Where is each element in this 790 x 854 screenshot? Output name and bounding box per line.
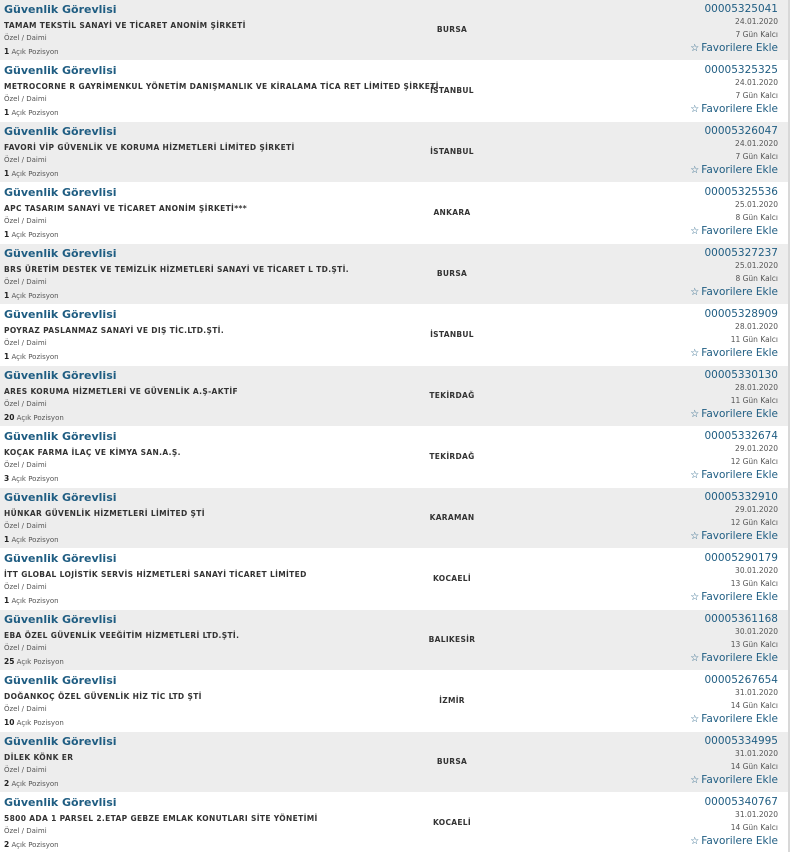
open-positions-label: Açık Pozisyon xyxy=(11,841,59,849)
days-remaining: 12 Gün Kalcı xyxy=(730,518,778,527)
job-listing-row xyxy=(0,183,790,244)
open-positions xyxy=(4,840,59,849)
open-positions xyxy=(4,596,59,605)
star-outline-icon: ☆ xyxy=(690,165,700,176)
listing-code-link[interactable]: 00005327237 xyxy=(704,247,778,259)
days-remaining: 7 Gün Kalcı xyxy=(735,30,778,39)
add-to-favorites-button[interactable] xyxy=(690,286,778,298)
employment-type: Özel / Daimi xyxy=(4,644,47,652)
open-positions-count: 1 xyxy=(4,108,10,117)
days-remaining: 7 Gün Kalcı xyxy=(735,91,778,100)
job-title-link[interactable]: Güvenlik Görevlisi xyxy=(4,613,117,626)
listing-date: 31.01.2020 xyxy=(735,688,778,697)
open-positions-count: 3 xyxy=(4,474,10,483)
listing-date: 30.01.2020 xyxy=(735,627,778,636)
city: İSTANBUL xyxy=(430,86,474,95)
days-remaining: 14 Gün Kalcı xyxy=(730,823,778,832)
open-positions xyxy=(4,657,64,666)
listing-date: 24.01.2020 xyxy=(735,17,778,26)
add-to-favorites-button[interactable] xyxy=(690,347,778,359)
city: İSTANBUL xyxy=(430,147,474,156)
add-to-favorites-button[interactable] xyxy=(690,652,778,664)
open-positions-label: Açık Pozisyon xyxy=(11,231,59,239)
city: KOCAELİ xyxy=(433,818,471,827)
open-positions-label: Açık Pozisyon xyxy=(16,658,64,666)
open-positions-count: 1 xyxy=(4,47,10,56)
company-name: DİLEK KÖNK ER xyxy=(4,753,74,762)
star-outline-icon: ☆ xyxy=(690,287,700,298)
job-title-link[interactable]: Güvenlik Görevlisi xyxy=(4,796,117,809)
open-positions-label: Açık Pozisyon xyxy=(11,475,59,483)
days-remaining: 12 Gün Kalcı xyxy=(730,457,778,466)
add-to-favorites-button[interactable] xyxy=(690,835,778,847)
city: KOCAELİ xyxy=(433,574,471,583)
job-listing-row xyxy=(0,427,790,488)
employment-type: Özel / Daimi xyxy=(4,156,47,164)
company-name: METROCORNE R GAYRİMENKUL YÖNETİM DANIŞMANLIK VE KİRALAMA TİCA RET LİMİTED ŞİRKETİ xyxy=(4,82,439,91)
listing-code-link[interactable]: 00005340767 xyxy=(704,796,778,808)
company-name: FAVORİ VİP GÜVENLİK VE KORUMA HİZMETLERİ LİMİTED ŞİRKETİ xyxy=(4,143,295,152)
employment-type: Özel / Daimi xyxy=(4,705,47,713)
job-title-link[interactable]: Güvenlik Görevlisi xyxy=(4,3,117,16)
company-name: POYRAZ PASLANMAZ SANAYİ VE DIŞ TİC.LTD.ŞTİ. xyxy=(4,326,225,335)
open-positions-label: Açık Pozisyon xyxy=(11,292,59,300)
add-to-favorites-button[interactable] xyxy=(690,408,778,420)
job-title-link[interactable]: Güvenlik Görevlisi xyxy=(4,64,117,77)
city: İZMİR xyxy=(439,696,465,705)
open-positions-count: 1 xyxy=(4,535,10,544)
city: KARAMAN xyxy=(429,513,475,522)
open-positions-label: Açık Pozisyon xyxy=(11,597,59,605)
open-positions-count: 1 xyxy=(4,596,10,605)
employment-type: Özel / Daimi xyxy=(4,522,47,530)
open-positions-count: 25 xyxy=(4,657,15,666)
add-to-favorites-label: Favorilere Ekle xyxy=(701,530,778,542)
employment-type: Özel / Daimi xyxy=(4,827,47,835)
open-positions-label: Açık Pozisyon xyxy=(16,719,64,727)
listing-date: 31.01.2020 xyxy=(735,810,778,819)
open-positions-count: 1 xyxy=(4,352,10,361)
open-positions-count: 1 xyxy=(4,230,10,239)
job-title-link[interactable]: Güvenlik Görevlisi xyxy=(4,125,117,138)
add-to-favorites-label: Favorilere Ekle xyxy=(701,347,778,359)
add-to-favorites-label: Favorilere Ekle xyxy=(701,774,778,786)
days-remaining: 8 Gün Kalcı xyxy=(735,213,778,222)
open-positions xyxy=(4,230,59,239)
listing-date: 25.01.2020 xyxy=(735,200,778,209)
city: TEKİRDAĞ xyxy=(429,391,475,400)
open-positions-count: 10 xyxy=(4,718,15,727)
open-positions-count: 1 xyxy=(4,169,10,178)
job-title-link[interactable]: Güvenlik Görevlisi xyxy=(4,308,117,321)
days-remaining: 11 Gün Kalcı xyxy=(730,396,778,405)
open-positions xyxy=(4,169,59,178)
days-remaining: 7 Gün Kalcı xyxy=(735,152,778,161)
open-positions-count: 2 xyxy=(4,840,10,849)
add-to-favorites-label: Favorilere Ekle xyxy=(701,713,778,725)
listing-code-link[interactable]: 00005361168 xyxy=(704,613,778,625)
star-outline-icon: ☆ xyxy=(690,836,700,847)
listing-code-link[interactable]: 00005267654 xyxy=(704,674,778,686)
job-listing-row xyxy=(0,732,790,793)
employment-type: Özel / Daimi xyxy=(4,461,47,469)
star-outline-icon: ☆ xyxy=(690,592,700,603)
add-to-favorites-label: Favorilere Ekle xyxy=(701,225,778,237)
job-title-link[interactable]: Güvenlik Görevlisi xyxy=(4,369,117,382)
open-positions-label: Açık Pozisyon xyxy=(11,109,59,117)
city: TEKİRDAĞ xyxy=(429,452,475,461)
days-remaining: 14 Gün Kalcı xyxy=(730,701,778,710)
open-positions xyxy=(4,352,59,361)
listing-code-link[interactable]: 00005326047 xyxy=(704,125,778,137)
add-to-favorites-label: Favorilere Ekle xyxy=(701,408,778,420)
add-to-favorites-label: Favorilere Ekle xyxy=(701,42,778,54)
add-to-favorites-button[interactable] xyxy=(690,225,778,237)
company-name: APC TASARIM SANAYİ VE TİCARET ANONİM ŞİRKETİ*** xyxy=(4,204,248,213)
days-remaining: 14 Gün Kalcı xyxy=(730,762,778,771)
star-outline-icon: ☆ xyxy=(690,714,700,725)
listing-date: 29.01.2020 xyxy=(735,505,778,514)
add-to-favorites-button[interactable] xyxy=(690,591,778,603)
days-remaining: 13 Gün Kalcı xyxy=(730,579,778,588)
job-title-link[interactable]: Güvenlik Görevlisi xyxy=(4,491,117,504)
add-to-favorites-label: Favorilere Ekle xyxy=(701,103,778,115)
star-outline-icon: ☆ xyxy=(690,409,700,420)
company-name: EBA ÖZEL GÜVENLİK VEEĞİTİM HİZMETLERİ LTD.ŞTİ. xyxy=(4,631,240,640)
open-positions xyxy=(4,718,64,727)
open-positions-count: 20 xyxy=(4,413,15,422)
star-outline-icon: ☆ xyxy=(690,470,700,481)
employment-type: Özel / Daimi xyxy=(4,34,47,42)
open-positions xyxy=(4,108,59,117)
company-name: DOĞANKOÇ ÖZEL GÜVENLİK HİZ TİC LTD ŞTİ xyxy=(4,692,202,701)
city: ANKARA xyxy=(433,208,471,217)
add-to-favorites-label: Favorilere Ekle xyxy=(701,286,778,298)
open-positions xyxy=(4,413,64,422)
job-listing-row xyxy=(0,549,790,610)
job-listing-row xyxy=(0,488,790,549)
listing-date: 29.01.2020 xyxy=(735,444,778,453)
open-positions-label: Açık Pozisyon xyxy=(11,353,59,361)
job-listing-row xyxy=(0,61,790,122)
city: BURSA xyxy=(436,269,468,278)
employment-type: Özel / Daimi xyxy=(4,583,47,591)
add-to-favorites-button[interactable] xyxy=(690,164,778,176)
company-name: İTT GLOBAL LOJİSTİK SERVİS HİZMETLERİ SANAYİ TİCARET LİMİTED xyxy=(4,570,307,579)
listing-code-link[interactable]: 00005330130 xyxy=(704,369,778,381)
listing-code-link[interactable]: 00005332674 xyxy=(704,430,778,442)
listing-code-link[interactable]: 00005328909 xyxy=(704,308,778,320)
job-title-link[interactable]: Güvenlik Görevlisi xyxy=(4,430,117,443)
listing-date: 31.01.2020 xyxy=(735,749,778,758)
listing-code-link[interactable]: 00005332910 xyxy=(704,491,778,503)
listing-date: 24.01.2020 xyxy=(735,78,778,87)
days-remaining: 11 Gün Kalcı xyxy=(730,335,778,344)
listing-date: 28.01.2020 xyxy=(735,322,778,331)
open-positions-count: 2 xyxy=(4,779,10,788)
days-remaining: 8 Gün Kalcı xyxy=(735,274,778,283)
listing-code-link[interactable]: 00005325041 xyxy=(704,3,778,15)
city: BURSA xyxy=(436,757,468,766)
add-to-favorites-label: Favorilere Ekle xyxy=(701,164,778,176)
add-to-favorites-button[interactable] xyxy=(690,42,778,54)
job-listing-row xyxy=(0,305,790,366)
job-title-link[interactable]: Güvenlik Görevlisi xyxy=(4,186,117,199)
job-title-link[interactable]: Güvenlik Görevlisi xyxy=(4,552,117,565)
add-to-favorites-button[interactable] xyxy=(690,774,778,786)
star-outline-icon: ☆ xyxy=(690,775,700,786)
employment-type: Özel / Daimi xyxy=(4,95,47,103)
open-positions xyxy=(4,535,59,544)
add-to-favorites-label: Favorilere Ekle xyxy=(701,591,778,603)
city: İSTANBUL xyxy=(430,330,474,339)
star-outline-icon: ☆ xyxy=(690,104,700,115)
job-listing-row xyxy=(0,244,790,305)
add-to-favorites-label: Favorilere Ekle xyxy=(701,835,778,847)
city: BURSA xyxy=(436,25,468,34)
job-listing-row xyxy=(0,610,790,671)
city: BALIKESİR xyxy=(428,635,476,644)
add-to-favorites-button[interactable] xyxy=(690,713,778,725)
listing-date: 30.01.2020 xyxy=(735,566,778,575)
open-positions xyxy=(4,474,59,483)
open-positions-label: Açık Pozisyon xyxy=(11,536,59,544)
listing-code-link[interactable]: 00005290179 xyxy=(704,552,778,564)
listing-date: 28.01.2020 xyxy=(735,383,778,392)
add-to-favorites-label: Favorilere Ekle xyxy=(701,469,778,481)
listing-code-link[interactable]: 00005325536 xyxy=(704,186,778,198)
employment-type: Özel / Daimi xyxy=(4,766,47,774)
add-to-favorites-button[interactable] xyxy=(690,469,778,481)
open-positions-label: Açık Pozisyon xyxy=(11,780,59,788)
employment-type: Özel / Daimi xyxy=(4,400,47,408)
star-outline-icon: ☆ xyxy=(690,43,700,54)
open-positions-label: Açık Pozisyon xyxy=(11,170,59,178)
days-remaining: 13 Gün Kalcı xyxy=(730,640,778,649)
listing-date: 24.01.2020 xyxy=(735,139,778,148)
job-listing-row xyxy=(0,122,790,183)
job-title-link[interactable]: Güvenlik Görevlisi xyxy=(4,247,117,260)
add-to-favorites-button[interactable] xyxy=(690,530,778,542)
job-title-link[interactable]: Güvenlik Görevlisi xyxy=(4,674,117,687)
open-positions-label: Açık Pozisyon xyxy=(16,414,64,422)
add-to-favorites-button[interactable] xyxy=(690,103,778,115)
listing-code-link[interactable]: 00005325325 xyxy=(704,64,778,76)
employment-type: Özel / Daimi xyxy=(4,217,47,225)
open-positions-label: Açık Pozisyon xyxy=(11,48,59,56)
listing-date: 25.01.2020 xyxy=(735,261,778,270)
open-positions xyxy=(4,291,59,300)
company-name: BRS ÜRETİM DESTEK VE TEMİZLİK HİZMETLERİ SANAYİ VE TİCARET L TD.ŞTİ. xyxy=(4,265,349,274)
star-outline-icon: ☆ xyxy=(690,348,700,359)
add-to-favorites-label: Favorilere Ekle xyxy=(701,652,778,664)
star-outline-icon: ☆ xyxy=(690,653,700,664)
job-listing-row xyxy=(0,0,790,61)
company-name: HÜNKAR GÜVENLİK HİZMETLERİ LİMİTED ŞTİ xyxy=(4,509,205,518)
open-positions-count: 1 xyxy=(4,291,10,300)
job-listing-row xyxy=(0,671,790,732)
company-name: 5800 ADA 1 PARSEL 2.ETAP GEBZE EMLAK KONUTLARI SİTE YÖNETİMİ xyxy=(4,814,318,823)
job-listing-row xyxy=(0,793,790,854)
open-positions xyxy=(4,779,59,788)
open-positions xyxy=(4,47,59,56)
listing-code-link[interactable]: 00005334995 xyxy=(704,735,778,747)
company-name: ARES KORUMA HİZMETLERİ VE GÜVENLİK A.Ş-AKTİF xyxy=(4,387,238,396)
employment-type: Özel / Daimi xyxy=(4,278,47,286)
job-listing-row xyxy=(0,366,790,427)
company-name: KOÇAK FARMA İLAÇ VE KİMYA SAN.A.Ş. xyxy=(4,448,181,457)
star-outline-icon: ☆ xyxy=(690,226,700,237)
employment-type: Özel / Daimi xyxy=(4,339,47,347)
company-name: TAMAM TEKSTİL SANAYİ VE TİCARET ANONİM ŞİRKETİ xyxy=(4,21,246,30)
job-title-link[interactable]: Güvenlik Görevlisi xyxy=(4,735,117,748)
star-outline-icon: ☆ xyxy=(690,531,700,542)
